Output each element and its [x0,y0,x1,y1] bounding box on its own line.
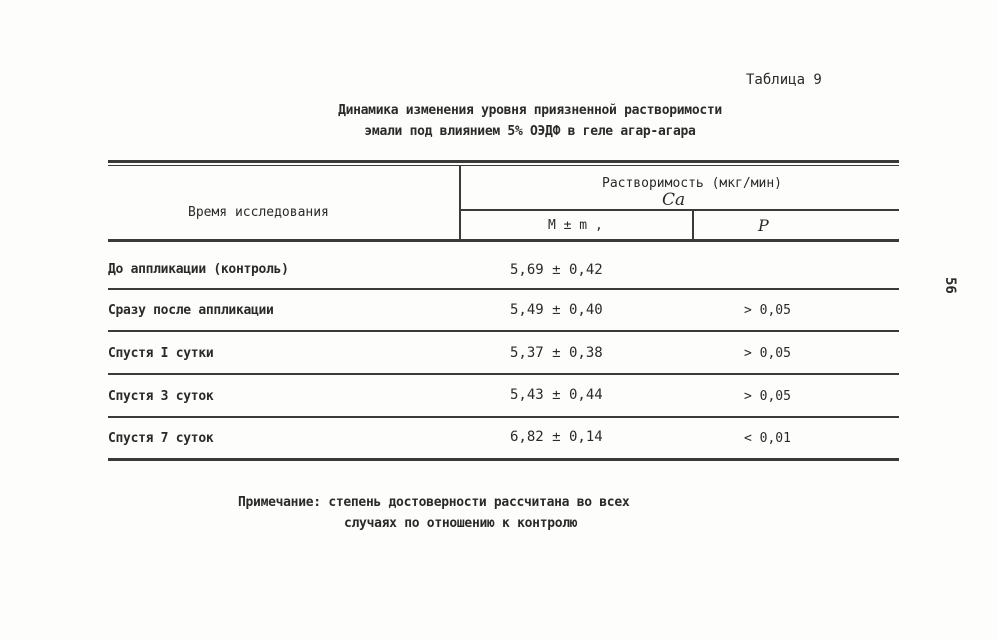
row-label: Спустя 3 суток [108,389,214,404]
header-bottom-rule [108,239,899,242]
row-label: До аппликации (контроль) [108,262,289,277]
row-p: < 0,01 [744,431,791,446]
row-p: > 0,05 [744,303,791,318]
row-value: 5,43 ± 0,44 [510,387,603,403]
row-value: 5,69 ± 0,42 [510,262,603,278]
row-value: 5,37 ± 0,38 [510,345,603,361]
header-vertical-divider [459,166,461,239]
row-value: 6,82 ± 0,14 [510,429,603,445]
note-line-2: случаях по отношению к контролю [344,516,578,531]
header-time-column: Время исследования [188,205,329,220]
header-m-column: M ± m , [548,218,603,233]
row-value: 5,49 ± 0,40 [510,302,603,318]
note-line-1: Примечание: степень достоверности рассчитана во всех [238,495,630,510]
row-label: Сразу после аппликации [108,303,274,318]
row-p: > 0,05 [744,346,791,361]
table-title-line-2: эмали под влиянием 5% ОЭДФ в геле агар-агара [364,124,696,139]
row-label: Спустя I сутки [108,346,214,361]
row-p: > 0,05 [744,389,791,404]
row-rule-3 [108,373,899,375]
table-top-rule [108,160,899,163]
table-top-rule-thin [108,165,899,166]
row-rule-2 [108,330,899,332]
header-p-column: P [758,216,769,235]
table-title-line-1: Динамика изменения уровня приязненной растворимости [338,103,722,118]
table-bottom-rule [108,458,899,461]
row-rule-4 [108,416,899,418]
header-element-ca: Ca [662,190,686,210]
page-number: 56 [942,277,958,294]
row-label: Спустя 7 суток [108,431,214,446]
header-solubility: Растворимость (мкг/мин) [602,176,783,191]
subheader-vertical-divider [692,211,694,239]
table-label: Таблица 9 [746,72,822,88]
row-rule-1 [108,288,899,290]
